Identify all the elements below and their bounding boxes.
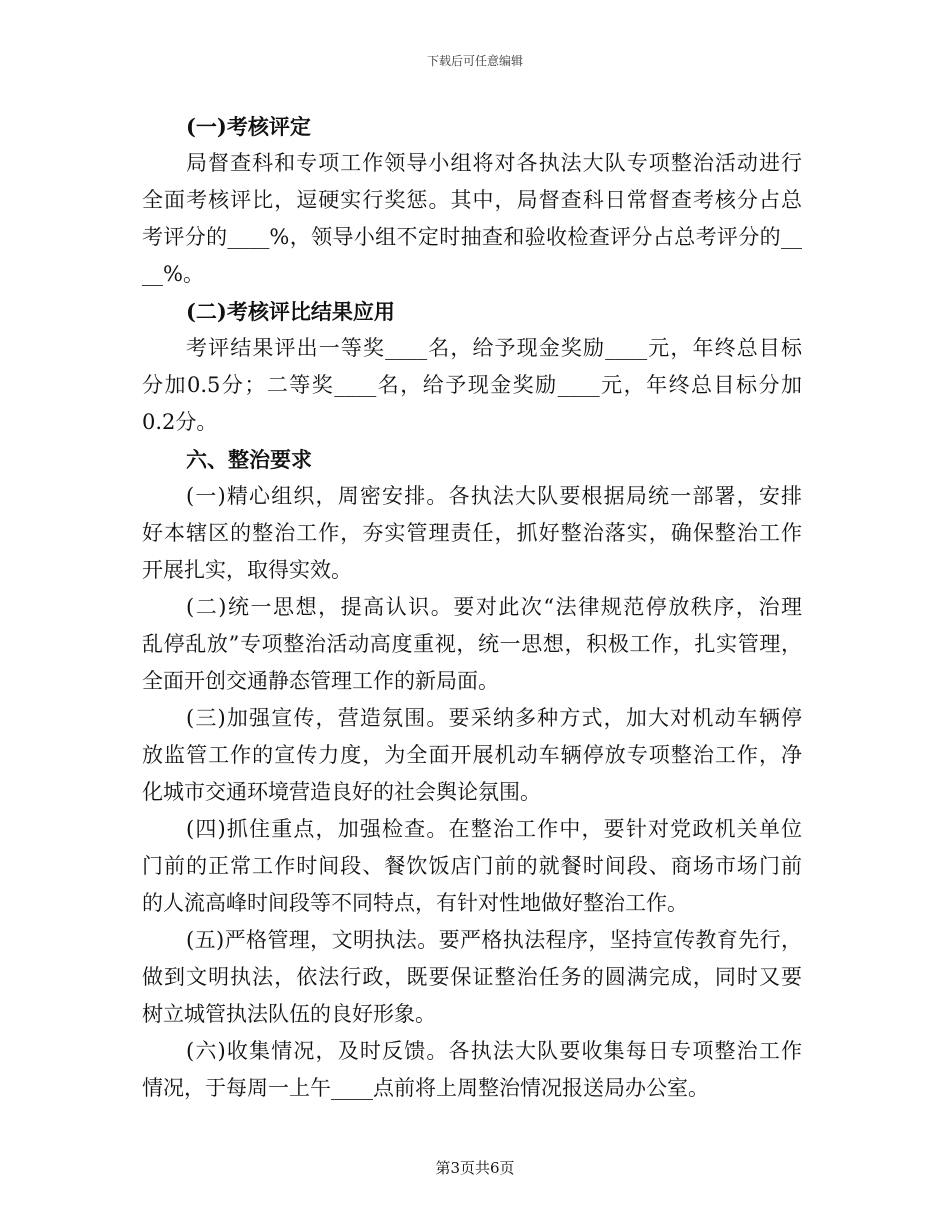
paragraph-line: 开展扎实，取得实效。 bbox=[142, 558, 352, 582]
paragraph-line: 好本辖区的整治工作，夯实管理责任，抓好整治落实，确保整治工作 bbox=[142, 521, 802, 545]
heading-assessment: (一)考核评定 bbox=[186, 114, 311, 139]
paragraph-line: (五)严格管理，文明执法。要严格执法程序，坚持宣传教育先行， bbox=[186, 928, 802, 952]
paragraph-line: 放监管工作的宣传力度，为全面开展机动车辆停放专项整治工作，净 bbox=[142, 743, 802, 767]
paragraph-line: 化城市交通环境营造良好的社会舆论氛围。 bbox=[142, 780, 541, 804]
paragraph-line: 的人流高峰时间段等不同特点，有针对性地做好整治工作。 bbox=[142, 891, 688, 915]
paragraph-line: 乱停乱放”专项整治活动高度重视，统一思想，积极工作，扎实管理， bbox=[142, 632, 802, 656]
paragraph-line: (六)收集情况，及时反馈。各执法大队要收集每日专项整治工作 bbox=[186, 1039, 802, 1063]
paragraph-line: 情况，于每周一上午____点前将上周整治情况报送局办公室。 bbox=[142, 1076, 709, 1100]
paragraph-line: 分加0.5分；二等奖____名，给予现金奖励____元，年终总目标分加 bbox=[142, 373, 802, 397]
header-note: 下载后可任意编辑 bbox=[426, 54, 523, 68]
heading-rectification-requirements: 六、整治要求 bbox=[186, 447, 312, 472]
paragraph-line: 考评结果评出一等奖____名，给予现金奖励____元，年终总目标 bbox=[186, 336, 802, 360]
paragraph-line: (一)精心组织，周密安排。各执法大队要根据局统一部署，安排 bbox=[186, 484, 802, 508]
paragraph-line: 局督查科和专项工作领导小组将对各执法大队专项整治活动进行 bbox=[186, 151, 802, 175]
paragraph-line: (四)抓住重点，加强检查。在整治工作中，要针对党政机关单位 bbox=[186, 817, 802, 841]
paragraph-line: 考评分的____%，领导小组不定时抽查和验收检查评分占总考评分的__ bbox=[142, 225, 802, 249]
heading-result-application: (二)考核评比结果应用 bbox=[186, 299, 395, 324]
paragraph-line: 0.2分。 bbox=[142, 410, 218, 434]
document-body bbox=[142, 108, 802, 1107]
paragraph-line: 做到文明执法，依法行政，既要保证整治任务的圆满完成，同时又要 bbox=[142, 965, 802, 989]
paragraph-line: 全面开创交通静态管理工作的新局面。 bbox=[142, 669, 499, 693]
page-footer: 第3页共6页 bbox=[435, 1159, 515, 1177]
paragraph-line: 全面考核评比，逗硬实行奖惩。其中，局督查科日常督查考核分占总 bbox=[142, 188, 802, 212]
paragraph-line: (二)统一思想，提高认识。要对此次“法律规范停放秩序，治理 bbox=[186, 595, 802, 619]
paragraph-line: __%。 bbox=[142, 262, 204, 286]
paragraph-line: 树立城管执法队伍的良好形象。 bbox=[142, 1002, 436, 1026]
paragraph-line: (三)加强宣传，营造氛围。要采纳多种方式，加大对机动车辆停 bbox=[186, 706, 802, 730]
paragraph-line: 门前的正常工作时间段、餐饮饭店门前的就餐时间段、商场市场门前 bbox=[142, 854, 802, 878]
